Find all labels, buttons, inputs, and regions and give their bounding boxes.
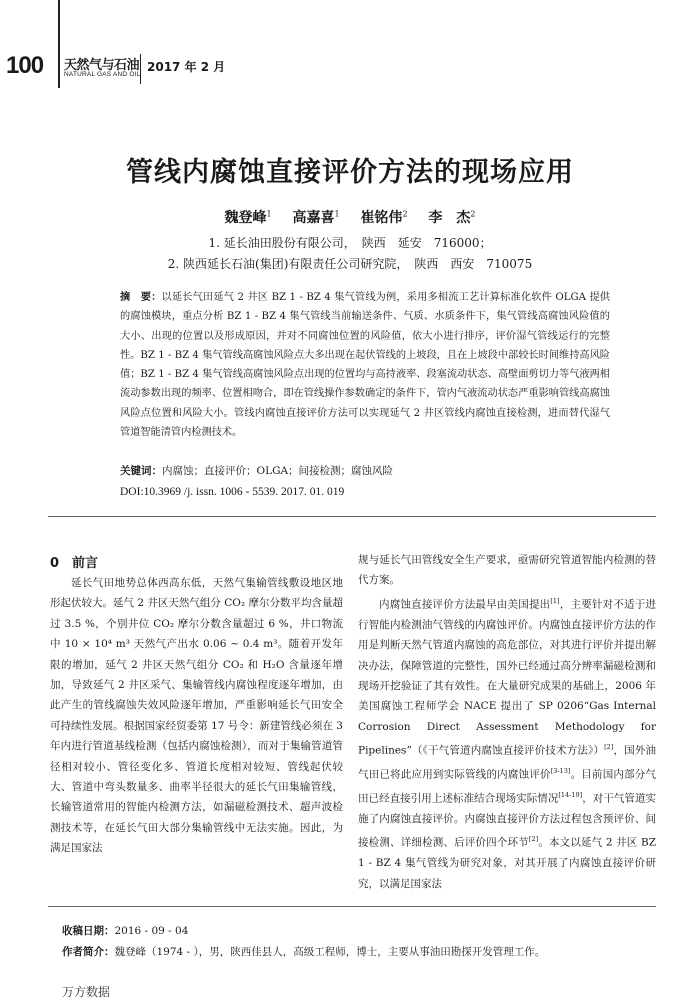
- footnote-divider: [48, 906, 656, 907]
- section-heading: 0 前言: [50, 556, 99, 571]
- journal-name-cn: 天然气与石油: [64, 57, 140, 72]
- keywords: [120, 463, 610, 478]
- author-list: [0, 207, 700, 227]
- header-divider-2: [140, 54, 141, 84]
- issue-date: 2017 年 2 月: [147, 60, 226, 74]
- paper-title: 管线内腐蚀直接评价方法的现场应用: [126, 157, 574, 188]
- doi: DOI:10.3969 /j. issn. 1006 - 5539. 2017. 01. 019: [120, 486, 345, 498]
- author-bio: 作者简介：魏登峰（1974 - ），男，陕西佳县人，高级工程师，博士，主要从事油田勘探开发管理工作。: [62, 946, 546, 958]
- keywords-label: 关键词：: [120, 465, 162, 477]
- paragraph: 规与延长气田管线安全生产要求，亟需研究管道智能内检测的替代方案。: [358, 554, 656, 587]
- author: 魏登峰$^1$: [224, 209, 272, 226]
- affiliation-2: 2. 陕西延长石油(集团)有限责任公司研究院， 陕西 西安 710075: [167, 257, 533, 271]
- abstract-label: 摘 要：: [120, 292, 162, 303]
- abstract-text: 以延长气田延气 2 井区 BZ 1 - BZ 4 集气管线为例，采用多相流工艺计算标准化软件 OLGA 提供的腐蚀模块，重点分析 BZ 1 - BZ 4 集气管线当前输送条件、气质、水质条件下，集气管线高腐蚀风险值的大小、出现的位置以及形成原因，并对不同腐蚀位置的风险值，依大小进行排序，评价湿气管线运行的完整性。BZ 1 - BZ 4 集气管线高腐蚀风险点大多出现在起伏管线的上坡段，且在上坡段中部较长时间维持高风险值；BZ 1 - BZ 4 集气管线高腐蚀风险点出现的位置均与高持液率、段塞流动状态、高壁面剪切力等气液两相流动参数出现的频率、位置相吻合，即在管线操作参数确定的条件下，管内气液流动状态严重影响管线高腐蚀风险点位置和风险大小。管线内腐蚀直接评价方法可以实现延气 2 井区管线内腐蚀直接检测，进而替代湿气管道智能清管内检测技术。: [120, 292, 610, 439]
- received-date: 收稿日期：2016 - 09 - 04: [62, 925, 189, 937]
- watermark: 万方数据: [62, 985, 111, 999]
- citation: [2]: [604, 743, 614, 752]
- citation: [3-13]: [550, 767, 571, 776]
- keywords-text: 内腐蚀；直接评价；OLGA；间接检测；腐蚀风险: [162, 465, 394, 477]
- section-divider: [48, 516, 656, 517]
- citation: [2]: [528, 835, 539, 844]
- author: 高嘉喜$^1$: [292, 209, 340, 226]
- citation: [1]: [550, 596, 560, 605]
- affiliation-1: 1. 延长油田股份有限公司， 陕西 延安 716000；: [208, 236, 492, 250]
- author: 崔铭伟$^2$: [360, 209, 408, 226]
- paragraph: 内腐蚀直接评价方法最早由美国提出[1]，主要针对不适于进行智能内检测油气管线的内腐蚀评价。内腐蚀直接评价方法的作用是判断天然气管道内腐蚀的高危部位，对其进行评价并提出解决办法，保障管道的完整性，国外已经通过高分辨率漏磁检测和现场开挖验证了其有效性。在大量研究成果的基础上，2006 年美国腐蚀工程师学会 NACE 提出了 SP 0206“Gas Internal Corrosion Direct Assessment Methodology for Pipelines”（《干气管道内腐蚀直接评价技术方法》）[2]，国外油气田已将此应用到实际管线的内腐蚀评价[3-13]。目前国内部分气田已经直接引用上述标准结合现场实际情况[14-19]，对干气管道实施了内腐蚀直接评价。内腐蚀直接评价方法过程包含预评价、间接检测、详细检测、后评价四个环节[2]。本文以延气 2 井区 BZ 1 - BZ 4 集气管线为研究对象，对其开展了内腐蚀直接评价研究，以满足国家法: [358, 596, 657, 890]
- citation: [14-19]: [558, 790, 583, 799]
- abstract: [120, 288, 610, 442]
- journal-name-en: NATURAL GAS AND OIL: [64, 71, 141, 78]
- page-number: 100: [6, 52, 44, 79]
- author: 李 杰$^2$: [428, 209, 476, 226]
- body-right-column: [358, 550, 656, 894]
- body-left-column: 延长气田地势总体西高东低，天然气集输管线敷设地区地形起伏较大。延气 2 井区天然气组分 CO₂ 摩尔分数平均含量超过 3.5 %，个别井位 CO₂ 摩尔分数含量超过 6 %，井口物流中 10 × 10⁴ m³ 天然气产出水 0.06 ~ 0.4 m³。随着开发年限的增加，延气 2 井区天然气组分 CO₂ 和 H₂O 含量逐年增加，导致延气 2 井区采气、集输管线内腐蚀程度逐年增加，由此产生的管线腐蚀失效风险逐年增加，严重影响延长气田安全可持续性发展。根据国家经贸委第 17 号令：新建管线必须在 3 年内进行管道基线检测（包括内腐蚀检测），而对于集输管道管径相对较小、管径变化多、管道长度相对较短、管线起伏较大、管道中弯头数量多、曲率半径很大的延长气田集输管线，长输管道常用的智能内检测方法，如漏磁检测技术、超声波检测技术等，在延长气田大部分集输管线中无法实施。因此，为满足国家法: [50, 577, 343, 855]
- header-divider: [58, 0, 60, 88]
